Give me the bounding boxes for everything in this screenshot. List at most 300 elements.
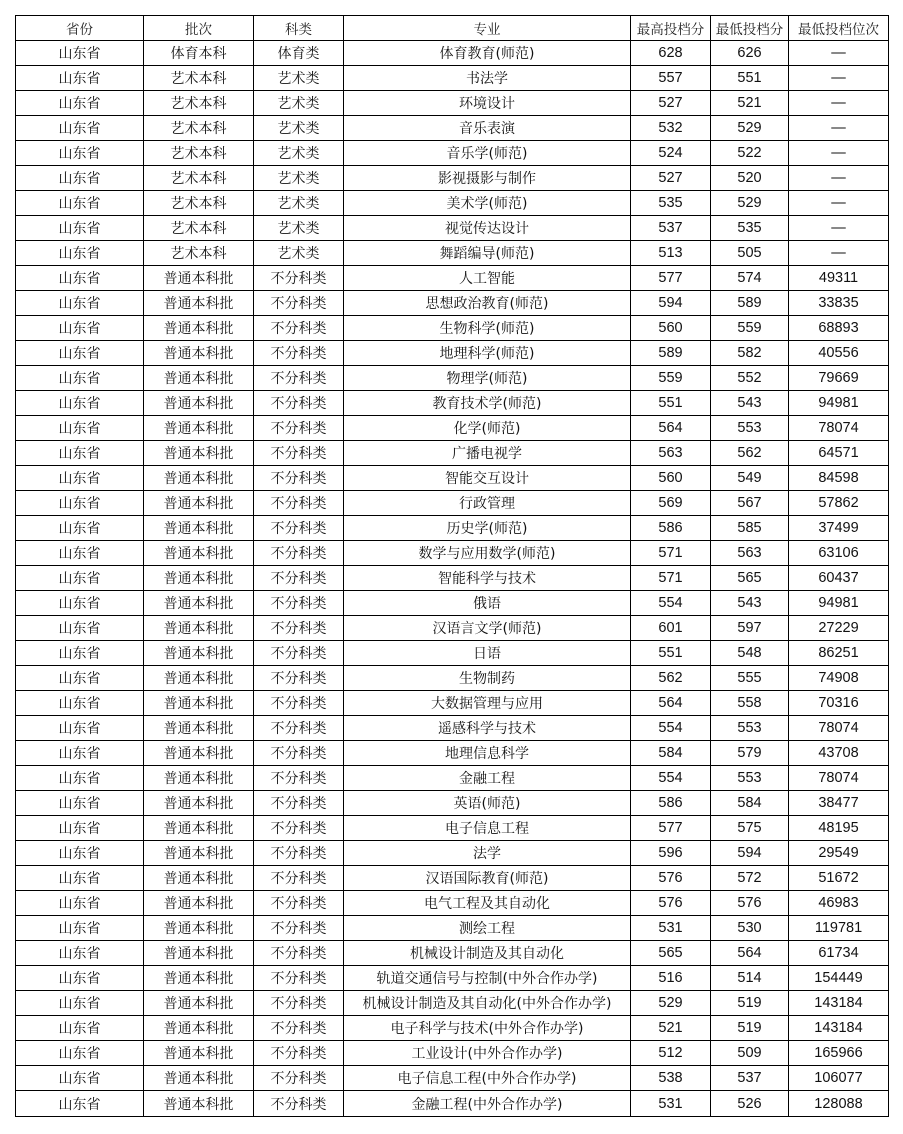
table-row bbox=[16, 266, 889, 291]
cell-batch: 普通本科批 bbox=[144, 741, 254, 766]
cell-batch: 普通本科批 bbox=[144, 616, 254, 641]
cell-min-score: 529 bbox=[711, 116, 789, 141]
cell-max-score: 554 bbox=[631, 716, 711, 741]
cell-batch: 普通本科批 bbox=[144, 816, 254, 841]
cell-batch: 艺术本科 bbox=[144, 141, 254, 166]
cell-batch: 普通本科批 bbox=[144, 566, 254, 591]
cell-max-score: 524 bbox=[631, 141, 711, 166]
cell-min-rank: 40556 bbox=[789, 341, 889, 366]
cell-major: 遥感科学与技术 bbox=[344, 716, 631, 741]
table-row bbox=[16, 891, 889, 916]
cell-category: 不分科类 bbox=[254, 391, 344, 416]
cell-min-rank: 128088 bbox=[789, 1091, 889, 1117]
table-row bbox=[16, 41, 889, 66]
cell-min-rank: — bbox=[789, 116, 889, 141]
cell-min-score: 555 bbox=[711, 666, 789, 691]
cell-max-score: 531 bbox=[631, 1091, 711, 1117]
cell-max-score: 557 bbox=[631, 66, 711, 91]
cell-province: 山东省 bbox=[16, 716, 144, 741]
cell-batch: 艺术本科 bbox=[144, 66, 254, 91]
cell-batch: 普通本科批 bbox=[144, 266, 254, 291]
header-province: 省份 bbox=[16, 16, 144, 41]
cell-major: 书法学 bbox=[344, 66, 631, 91]
cell-max-score: 513 bbox=[631, 241, 711, 266]
cell-province: 山东省 bbox=[16, 341, 144, 366]
cell-max-score: 576 bbox=[631, 866, 711, 891]
cell-max-score: 531 bbox=[631, 916, 711, 941]
cell-max-score: 628 bbox=[631, 41, 711, 66]
cell-province: 山东省 bbox=[16, 941, 144, 966]
cell-batch: 普通本科批 bbox=[144, 791, 254, 816]
table-row bbox=[16, 141, 889, 166]
cell-major: 历史学(师范) bbox=[344, 516, 631, 541]
table-row bbox=[16, 816, 889, 841]
cell-batch: 普通本科批 bbox=[144, 891, 254, 916]
cell-min-score: 535 bbox=[711, 216, 789, 241]
cell-category: 不分科类 bbox=[254, 491, 344, 516]
cell-category: 不分科类 bbox=[254, 316, 344, 341]
cell-province: 山东省 bbox=[16, 1016, 144, 1041]
cell-province: 山东省 bbox=[16, 116, 144, 141]
cell-major: 数学与应用数学(师范) bbox=[344, 541, 631, 566]
cell-min-rank: 61734 bbox=[789, 941, 889, 966]
cell-max-score: 564 bbox=[631, 416, 711, 441]
table-row bbox=[16, 716, 889, 741]
cell-min-rank: — bbox=[789, 66, 889, 91]
cell-category: 不分科类 bbox=[254, 691, 344, 716]
cell-min-score: 576 bbox=[711, 891, 789, 916]
cell-batch: 普通本科批 bbox=[144, 916, 254, 941]
cell-province: 山东省 bbox=[16, 441, 144, 466]
cell-major: 视觉传达设计 bbox=[344, 216, 631, 241]
cell-max-score: 562 bbox=[631, 666, 711, 691]
cell-min-rank: 86251 bbox=[789, 641, 889, 666]
cell-batch: 普通本科批 bbox=[144, 991, 254, 1016]
cell-batch: 普通本科批 bbox=[144, 941, 254, 966]
cell-province: 山东省 bbox=[16, 891, 144, 916]
table-row bbox=[16, 1066, 889, 1091]
cell-category: 不分科类 bbox=[254, 266, 344, 291]
cell-max-score: 551 bbox=[631, 641, 711, 666]
cell-province: 山东省 bbox=[16, 141, 144, 166]
table-header-row bbox=[16, 16, 889, 41]
cell-max-score: 551 bbox=[631, 391, 711, 416]
cell-category: 艺术类 bbox=[254, 141, 344, 166]
cell-batch: 普通本科批 bbox=[144, 366, 254, 391]
cell-min-rank: 46983 bbox=[789, 891, 889, 916]
table-row bbox=[16, 1041, 889, 1066]
table-row bbox=[16, 366, 889, 391]
cell-batch: 艺术本科 bbox=[144, 166, 254, 191]
cell-province: 山东省 bbox=[16, 41, 144, 66]
cell-min-score: 553 bbox=[711, 766, 789, 791]
cell-category: 不分科类 bbox=[254, 416, 344, 441]
cell-major: 人工智能 bbox=[344, 266, 631, 291]
cell-batch: 普通本科批 bbox=[144, 1016, 254, 1041]
cell-major: 地理信息科学 bbox=[344, 741, 631, 766]
header-batch: 批次 bbox=[144, 16, 254, 41]
header-min-score: 最低投档分 bbox=[711, 16, 789, 41]
cell-major: 日语 bbox=[344, 641, 631, 666]
cell-max-score: 589 bbox=[631, 341, 711, 366]
cell-min-score: 567 bbox=[711, 491, 789, 516]
table-row bbox=[16, 191, 889, 216]
cell-category: 艺术类 bbox=[254, 166, 344, 191]
table-row bbox=[16, 966, 889, 991]
cell-category: 不分科类 bbox=[254, 966, 344, 991]
table-row bbox=[16, 616, 889, 641]
cell-min-rank: 43708 bbox=[789, 741, 889, 766]
cell-batch: 普通本科批 bbox=[144, 316, 254, 341]
table-row bbox=[16, 766, 889, 791]
table-row bbox=[16, 491, 889, 516]
cell-min-score: 562 bbox=[711, 441, 789, 466]
cell-province: 山东省 bbox=[16, 816, 144, 841]
cell-major: 行政管理 bbox=[344, 491, 631, 516]
header-min-rank: 最低投档位次 bbox=[789, 16, 889, 41]
table-row bbox=[16, 316, 889, 341]
cell-province: 山东省 bbox=[16, 916, 144, 941]
cell-category: 不分科类 bbox=[254, 916, 344, 941]
cell-min-score: 548 bbox=[711, 641, 789, 666]
cell-min-rank: 63106 bbox=[789, 541, 889, 566]
cell-province: 山东省 bbox=[16, 391, 144, 416]
cell-min-score: 594 bbox=[711, 841, 789, 866]
cell-min-rank: 51672 bbox=[789, 866, 889, 891]
cell-category: 不分科类 bbox=[254, 341, 344, 366]
cell-batch: 普通本科批 bbox=[144, 691, 254, 716]
table-row bbox=[16, 791, 889, 816]
cell-max-score: 571 bbox=[631, 541, 711, 566]
table-row bbox=[16, 916, 889, 941]
cell-batch: 艺术本科 bbox=[144, 116, 254, 141]
cell-batch: 普通本科批 bbox=[144, 516, 254, 541]
table-row bbox=[16, 641, 889, 666]
cell-category: 艺术类 bbox=[254, 66, 344, 91]
table-row bbox=[16, 941, 889, 966]
cell-major: 生物科学(师范) bbox=[344, 316, 631, 341]
cell-category: 不分科类 bbox=[254, 816, 344, 841]
cell-max-score: 601 bbox=[631, 616, 711, 641]
table-row bbox=[16, 841, 889, 866]
cell-max-score: 596 bbox=[631, 841, 711, 866]
cell-province: 山东省 bbox=[16, 666, 144, 691]
cell-province: 山东省 bbox=[16, 691, 144, 716]
cell-province: 山东省 bbox=[16, 1091, 144, 1117]
cell-min-score: 514 bbox=[711, 966, 789, 991]
cell-major: 法学 bbox=[344, 841, 631, 866]
cell-province: 山东省 bbox=[16, 516, 144, 541]
cell-min-score: 597 bbox=[711, 616, 789, 641]
cell-batch: 普通本科批 bbox=[144, 641, 254, 666]
cell-max-score: 521 bbox=[631, 1016, 711, 1041]
cell-batch: 普通本科批 bbox=[144, 966, 254, 991]
cell-province: 山东省 bbox=[16, 566, 144, 591]
cell-batch: 艺术本科 bbox=[144, 216, 254, 241]
cell-major: 英语(师范) bbox=[344, 791, 631, 816]
cell-category: 不分科类 bbox=[254, 616, 344, 641]
cell-max-score: 535 bbox=[631, 191, 711, 216]
cell-category: 不分科类 bbox=[254, 991, 344, 1016]
cell-province: 山东省 bbox=[16, 741, 144, 766]
cell-category: 不分科类 bbox=[254, 891, 344, 916]
table-row bbox=[16, 991, 889, 1016]
cell-min-rank: 78074 bbox=[789, 716, 889, 741]
cell-min-rank: 94981 bbox=[789, 391, 889, 416]
cell-province: 山东省 bbox=[16, 416, 144, 441]
table-row bbox=[16, 1091, 889, 1117]
cell-major: 汉语言文学(师范) bbox=[344, 616, 631, 641]
table-row bbox=[16, 541, 889, 566]
cell-max-score: 586 bbox=[631, 791, 711, 816]
cell-batch: 普通本科批 bbox=[144, 591, 254, 616]
cell-max-score: 537 bbox=[631, 216, 711, 241]
cell-category: 不分科类 bbox=[254, 1066, 344, 1091]
cell-max-score: 576 bbox=[631, 891, 711, 916]
cell-category: 不分科类 bbox=[254, 866, 344, 891]
cell-major: 生物制药 bbox=[344, 666, 631, 691]
cell-major: 美术学(师范) bbox=[344, 191, 631, 216]
cell-major: 金融工程(中外合作办学) bbox=[344, 1091, 631, 1117]
cell-batch: 体育本科 bbox=[144, 41, 254, 66]
cell-max-score: 554 bbox=[631, 766, 711, 791]
cell-province: 山东省 bbox=[16, 216, 144, 241]
cell-min-rank: 79669 bbox=[789, 366, 889, 391]
table-row bbox=[16, 91, 889, 116]
cell-province: 山东省 bbox=[16, 166, 144, 191]
cell-province: 山东省 bbox=[16, 766, 144, 791]
cell-batch: 普通本科批 bbox=[144, 1091, 254, 1117]
cell-major: 舞蹈编导(师范) bbox=[344, 241, 631, 266]
cell-province: 山东省 bbox=[16, 791, 144, 816]
cell-province: 山东省 bbox=[16, 966, 144, 991]
cell-max-score: 527 bbox=[631, 166, 711, 191]
cell-min-score: 519 bbox=[711, 1016, 789, 1041]
cell-min-rank: 119781 bbox=[789, 916, 889, 941]
cell-batch: 普通本科批 bbox=[144, 666, 254, 691]
cell-category: 艺术类 bbox=[254, 116, 344, 141]
cell-major: 物理学(师范) bbox=[344, 366, 631, 391]
cell-max-score: 559 bbox=[631, 366, 711, 391]
cell-min-rank: 60437 bbox=[789, 566, 889, 591]
cell-major: 工业设计(中外合作办学) bbox=[344, 1041, 631, 1066]
cell-max-score: 594 bbox=[631, 291, 711, 316]
cell-batch: 普通本科批 bbox=[144, 766, 254, 791]
cell-major: 俄语 bbox=[344, 591, 631, 616]
cell-batch: 艺术本科 bbox=[144, 191, 254, 216]
cell-batch: 普通本科批 bbox=[144, 291, 254, 316]
cell-province: 山东省 bbox=[16, 366, 144, 391]
cell-min-rank: 70316 bbox=[789, 691, 889, 716]
cell-province: 山东省 bbox=[16, 866, 144, 891]
cell-batch: 普通本科批 bbox=[144, 716, 254, 741]
cell-max-score: 571 bbox=[631, 566, 711, 591]
cell-province: 山东省 bbox=[16, 541, 144, 566]
header-max-score: 最高投档分 bbox=[631, 16, 711, 41]
cell-major: 机械设计制造及其自动化(中外合作办学) bbox=[344, 991, 631, 1016]
cell-major: 教育技术学(师范) bbox=[344, 391, 631, 416]
cell-major: 体育教育(师范) bbox=[344, 41, 631, 66]
table-row bbox=[16, 591, 889, 616]
table-row bbox=[16, 291, 889, 316]
cell-min-rank: 48195 bbox=[789, 816, 889, 841]
cell-category: 不分科类 bbox=[254, 841, 344, 866]
cell-max-score: 569 bbox=[631, 491, 711, 516]
cell-province: 山东省 bbox=[16, 991, 144, 1016]
cell-batch: 普通本科批 bbox=[144, 441, 254, 466]
cell-max-score: 564 bbox=[631, 691, 711, 716]
cell-min-rank: — bbox=[789, 41, 889, 66]
cell-min-rank: — bbox=[789, 241, 889, 266]
cell-category: 体育类 bbox=[254, 41, 344, 66]
table-row bbox=[16, 516, 889, 541]
cell-min-rank: 84598 bbox=[789, 466, 889, 491]
cell-max-score: 527 bbox=[631, 91, 711, 116]
cell-min-score: 526 bbox=[711, 1091, 789, 1117]
cell-major: 广播电视学 bbox=[344, 441, 631, 466]
cell-max-score: 565 bbox=[631, 941, 711, 966]
cell-min-rank: 78074 bbox=[789, 766, 889, 791]
cell-province: 山东省 bbox=[16, 191, 144, 216]
cell-major: 环境设计 bbox=[344, 91, 631, 116]
cell-category: 不分科类 bbox=[254, 1016, 344, 1041]
cell-province: 山东省 bbox=[16, 491, 144, 516]
cell-min-score: 584 bbox=[711, 791, 789, 816]
cell-category: 不分科类 bbox=[254, 366, 344, 391]
cell-max-score: 577 bbox=[631, 816, 711, 841]
cell-min-score: 572 bbox=[711, 866, 789, 891]
table-row bbox=[16, 866, 889, 891]
cell-min-score: 520 bbox=[711, 166, 789, 191]
cell-province: 山东省 bbox=[16, 91, 144, 116]
cell-max-score: 538 bbox=[631, 1066, 711, 1091]
cell-min-score: 543 bbox=[711, 591, 789, 616]
cell-min-rank: 78074 bbox=[789, 416, 889, 441]
cell-category: 不分科类 bbox=[254, 666, 344, 691]
cell-min-score: 529 bbox=[711, 191, 789, 216]
cell-min-score: 551 bbox=[711, 66, 789, 91]
cell-max-score: 586 bbox=[631, 516, 711, 541]
cell-min-rank: 94981 bbox=[789, 591, 889, 616]
cell-min-score: 509 bbox=[711, 1041, 789, 1066]
cell-min-score: 553 bbox=[711, 716, 789, 741]
cell-min-score: 574 bbox=[711, 266, 789, 291]
cell-min-rank: 33835 bbox=[789, 291, 889, 316]
header-major: 专业 bbox=[344, 16, 631, 41]
cell-province: 山东省 bbox=[16, 241, 144, 266]
cell-max-score: 563 bbox=[631, 441, 711, 466]
cell-batch: 艺术本科 bbox=[144, 91, 254, 116]
cell-category: 不分科类 bbox=[254, 541, 344, 566]
cell-major: 电子信息工程 bbox=[344, 816, 631, 841]
cell-min-rank: — bbox=[789, 141, 889, 166]
cell-max-score: 554 bbox=[631, 591, 711, 616]
cell-min-rank: — bbox=[789, 191, 889, 216]
cell-major: 大数据管理与应用 bbox=[344, 691, 631, 716]
cell-major: 机械设计制造及其自动化 bbox=[344, 941, 631, 966]
cell-major: 电子信息工程(中外合作办学) bbox=[344, 1066, 631, 1091]
header-category: 科类 bbox=[254, 16, 344, 41]
cell-min-score: 579 bbox=[711, 741, 789, 766]
cell-major: 轨道交通信号与控制(中外合作办学) bbox=[344, 966, 631, 991]
cell-batch: 普通本科批 bbox=[144, 866, 254, 891]
cell-major: 智能科学与技术 bbox=[344, 566, 631, 591]
cell-category: 不分科类 bbox=[254, 591, 344, 616]
cell-category: 不分科类 bbox=[254, 441, 344, 466]
cell-major: 汉语国际教育(师范) bbox=[344, 866, 631, 891]
cell-min-score: 537 bbox=[711, 1066, 789, 1091]
cell-major: 思想政治教育(师范) bbox=[344, 291, 631, 316]
cell-category: 不分科类 bbox=[254, 566, 344, 591]
cell-category: 艺术类 bbox=[254, 241, 344, 266]
cell-batch: 普通本科批 bbox=[144, 491, 254, 516]
cell-max-score: 516 bbox=[631, 966, 711, 991]
cell-min-rank: 143184 bbox=[789, 1016, 889, 1041]
table-row bbox=[16, 241, 889, 266]
cell-min-rank: 64571 bbox=[789, 441, 889, 466]
table-row bbox=[16, 691, 889, 716]
cell-province: 山东省 bbox=[16, 1066, 144, 1091]
cell-min-rank: 68893 bbox=[789, 316, 889, 341]
cell-max-score: 560 bbox=[631, 316, 711, 341]
cell-min-rank: 27229 bbox=[789, 616, 889, 641]
cell-batch: 普通本科批 bbox=[144, 391, 254, 416]
table-row bbox=[16, 66, 889, 91]
cell-major: 电子科学与技术(中外合作办学) bbox=[344, 1016, 631, 1041]
table-row bbox=[16, 466, 889, 491]
cell-batch: 普通本科批 bbox=[144, 1066, 254, 1091]
cell-category: 不分科类 bbox=[254, 466, 344, 491]
cell-max-score: 529 bbox=[631, 991, 711, 1016]
cell-min-rank: 143184 bbox=[789, 991, 889, 1016]
cell-major: 影视摄影与制作 bbox=[344, 166, 631, 191]
cell-min-score: 564 bbox=[711, 941, 789, 966]
cell-min-score: 626 bbox=[711, 41, 789, 66]
cell-province: 山东省 bbox=[16, 641, 144, 666]
cell-min-score: 519 bbox=[711, 991, 789, 1016]
cell-category: 艺术类 bbox=[254, 216, 344, 241]
cell-major: 音乐表演 bbox=[344, 116, 631, 141]
table-row bbox=[16, 441, 889, 466]
cell-min-score: 549 bbox=[711, 466, 789, 491]
cell-province: 山东省 bbox=[16, 591, 144, 616]
cell-batch: 普通本科批 bbox=[144, 341, 254, 366]
cell-batch: 普通本科批 bbox=[144, 541, 254, 566]
table-row bbox=[16, 1016, 889, 1041]
cell-min-rank: 38477 bbox=[789, 791, 889, 816]
cell-province: 山东省 bbox=[16, 616, 144, 641]
table-row bbox=[16, 341, 889, 366]
cell-batch: 普通本科批 bbox=[144, 1041, 254, 1066]
cell-min-score: 530 bbox=[711, 916, 789, 941]
cell-batch: 普通本科批 bbox=[144, 466, 254, 491]
cell-province: 山东省 bbox=[16, 291, 144, 316]
table-row bbox=[16, 216, 889, 241]
cell-major: 化学(师范) bbox=[344, 416, 631, 441]
cell-category: 不分科类 bbox=[254, 1091, 344, 1117]
table-row bbox=[16, 666, 889, 691]
cell-province: 山东省 bbox=[16, 316, 144, 341]
cell-province: 山东省 bbox=[16, 466, 144, 491]
cell-min-score: 505 bbox=[711, 241, 789, 266]
cell-category: 不分科类 bbox=[254, 766, 344, 791]
cell-max-score: 560 bbox=[631, 466, 711, 491]
cell-province: 山东省 bbox=[16, 66, 144, 91]
cell-category: 艺术类 bbox=[254, 91, 344, 116]
table-body bbox=[16, 41, 889, 1117]
cell-category: 不分科类 bbox=[254, 716, 344, 741]
cell-min-rank: 154449 bbox=[789, 966, 889, 991]
